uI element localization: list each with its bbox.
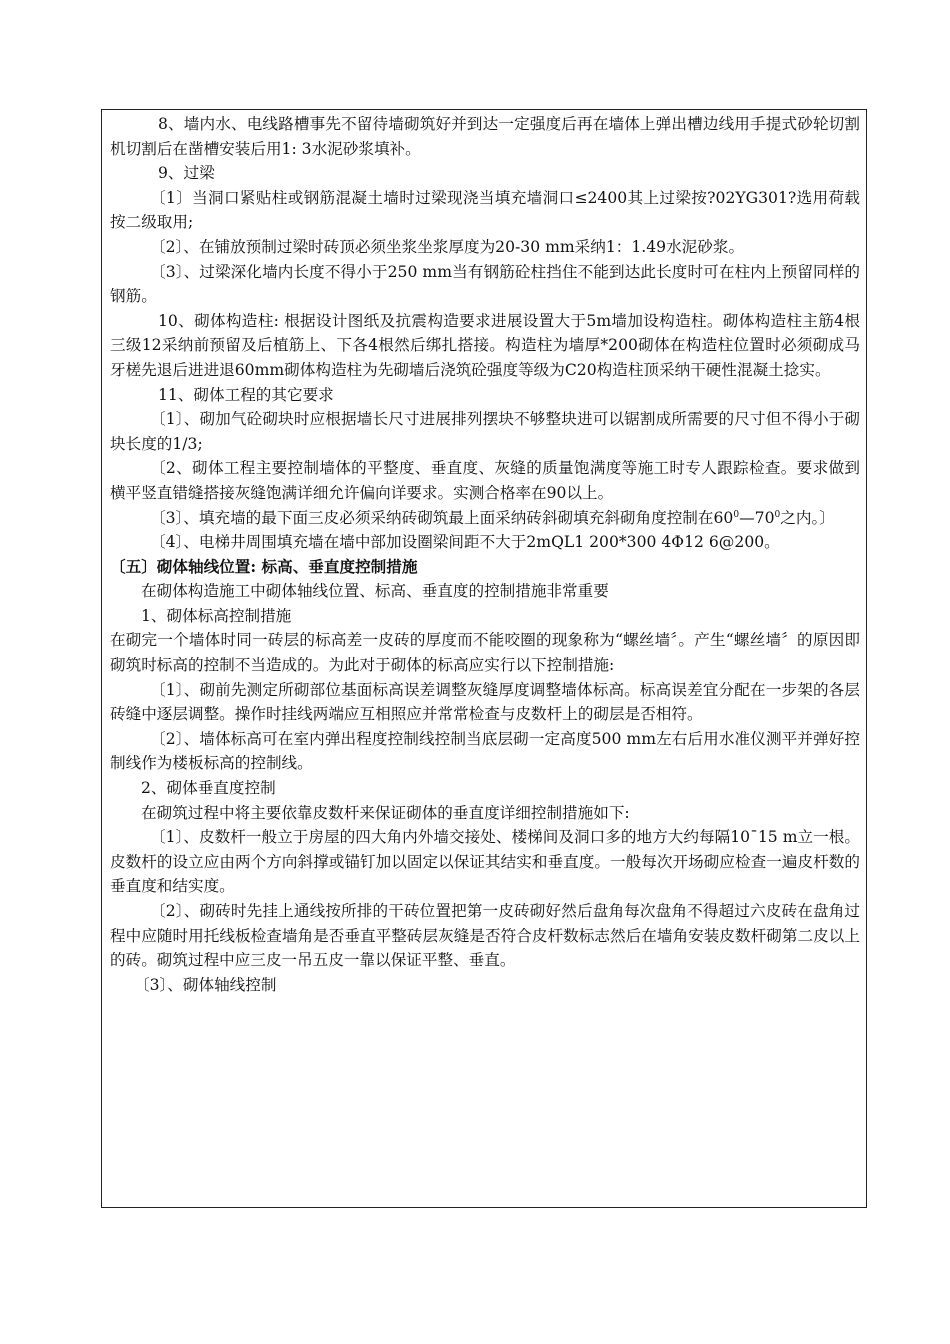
paragraph-verticality-2: 〔2〕、砌砖时先挂上通线按所排的干砖位置把第一皮砖砌好然后盘角每次盘角不得超过六皮砖在盘角过程中应随时用托线板检查墙角是否垂直平整砖层灰缝是否符合皮杆数标志然后在墙角安装皮数杆砌第二皮以上的砖。砌筑过程中应三皮一吊五皮一靠以保证平整、垂直。	[110, 902, 860, 970]
angle-text-a: 〔3〕、填充墙的最下面三皮必须采纳砖砌筑最上面采纳砖斜砌填充斜砌角度控制在60	[150, 508, 734, 527]
paragraph-verticality-1: 〔1〕、皮数杆一般立于房屋的四大角内外墙交接处、楼梯间及洞口多的地方大约每隔10¯15 m立一根。皮数杆的设立应由两个方向斜撑或锚钉加以固定以保证其结实和垂直度。一般每次开场砌应检查一遍皮杆数的垂直度和结实度。	[110, 828, 860, 896]
paragraph-other-1: 〔1〕、砌加气砼砌块时应根据墙长尺寸进展排列摆块不够整块进可以锯割成所需要的尺寸但不得小于砌块长度的1/3;	[110, 410, 860, 453]
paragraph-lintel-2: 〔2〕、在铺放预制过梁时砖顶必须坐浆坐浆厚度为20-30 mm采纳1：1.49水泥砂浆。	[150, 237, 745, 256]
heading-elevation-control: 1、砌体标高控制措施	[141, 606, 292, 625]
paragraph-other-2: 〔2、砌体工程主要控制墙体的平整度、垂直度、灰缝的质量饱满度等施工时专人跟踪检查。要求做到横平竖直错缝搭接灰缝饱满详细允许偏向详要求。实测合格率在90以上。	[110, 459, 860, 502]
paragraph-spiral-wall: 在砌完一个墙体时同一砖层的标高差一皮砖的厚度而不能咬圈的现象称为“螺丝墙〞。产生“螺丝墙〞的原因即砌筑时标高的控制不当造成的。为此对于砌体的标高应实行以下控制措施:	[110, 631, 860, 675]
heading-verticality-control: 2、砌体垂直度控制	[141, 779, 276, 798]
paragraph-item-10: 10、砌体构造柱: 根据设计图纸及抗震构造要求进展设置大于5m墙加设构造柱。砌体构造柱主筋4根三级12采纳前预留及后植筋上、下各4根然后绑扎搭接。构造柱为墙厚*200砌体在构造柱位置时必须砌成马牙槎先退后进进退60mm砌体构造柱为先砌墙后浇筑砼强度等级为C20构造柱顶采纳干硬性混凝土捻实。	[110, 311, 860, 379]
paragraph-lintel-3: 〔3〕、过梁深化墙内长度不得小于250 mm当有钢筋砼柱挡住不能到达此长度时可在柱内上预留同样的钢筋。	[110, 262, 860, 306]
paragraph-axis-control: 〔3〕、砌体轴线控制	[134, 975, 277, 994]
heading-item-11: 11、砌体工程的其它要求	[158, 385, 334, 404]
section-heading-5: 〔五〕砌体轴线位置: 标高、垂直度控制措施	[110, 556, 418, 576]
paragraph-item-8: 8、墙内水、电线路槽事先不留待墙砌筑好并到达一定强度后再在墙体上弹出槽边线用手提式砂轮切割机切割后在凿槽安装后用1: 3水泥砂浆填补。	[110, 115, 860, 158]
document-body	[110, 112, 860, 997]
degree-sup-1: 0	[733, 509, 740, 520]
paragraph-elevation-1: 〔1〕、砌前先测定所砌部位基面标高误差调整灰缝厚度调整墙体标高。标高误差宜分配在一步架的各层砖缝中逐层调整。操作时挂线两端应互相照应并常常检查与皮数杆上的砌层是否相符。	[110, 680, 860, 724]
paragraph-other-3	[110, 506, 860, 531]
angle-text-b: —70	[739, 508, 775, 527]
angle-text-c: 之内。〕	[780, 508, 835, 527]
paragraph-elevation-2: 〔2〕、墙体标高可在室内弹出程度控制线控制当底层砌一定高度500 mm左右后用水准仪测平并弹好控制线作为楼板标高的控制线。	[110, 729, 860, 773]
paragraph-verticality-intro: 在砌筑过程中将主要依靠皮数杆来保证砌体的垂直度详细控制措施如下:	[141, 803, 630, 822]
heading-item-9: 9、过梁	[158, 164, 215, 183]
paragraph-intro: 在砌体构造施工中砌体轴线位置、标高、垂直度的控制措施非常重要	[141, 582, 609, 601]
paragraph-lintel-1: 〔1〕当洞口紧贴柱或钢筋混凝土墙时过梁现浇当填充墙洞口≤2400其上过梁按?02YG301?选用荷载按二级取用;	[110, 188, 860, 232]
paragraph-other-4: 〔4〕、电梯井周围填充墙在墙中部加设圈梁间距不大于2mQL1 200*300 4Φ12 6@200。	[150, 533, 780, 552]
degree-sup-2: 0	[774, 509, 781, 520]
